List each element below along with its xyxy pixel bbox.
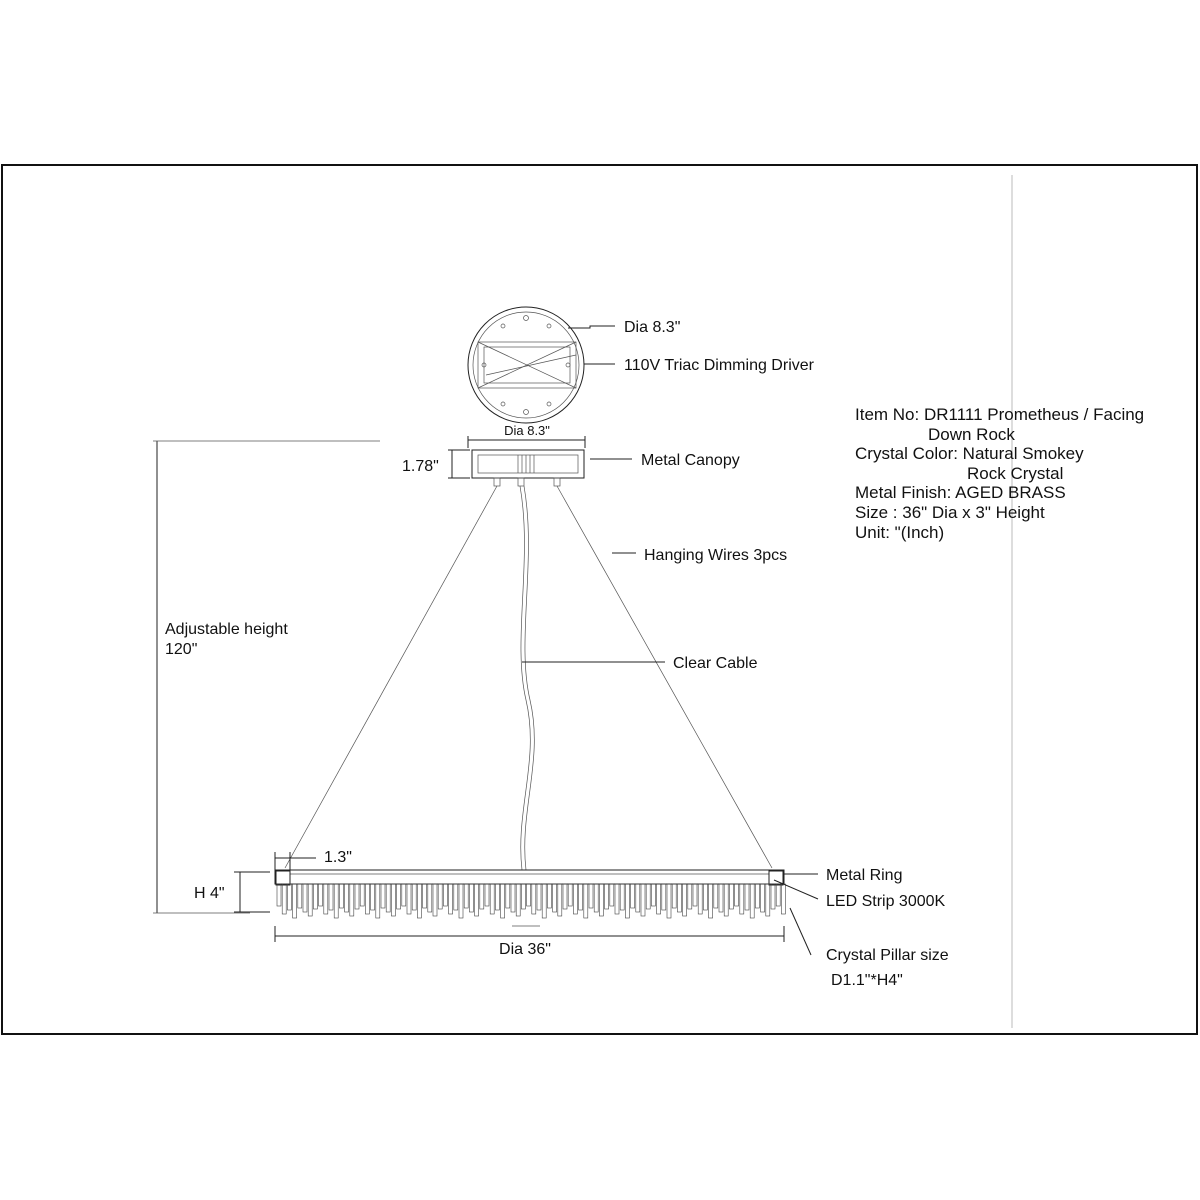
crystal-pillar: [407, 884, 411, 914]
spec-crystal-color-cont: Rock Crystal: [967, 464, 1064, 483]
crystal-pillar: [662, 884, 666, 910]
crystal-pillar: [615, 884, 619, 914]
crystal-pillar: [417, 884, 421, 918]
crystal-pillar: [464, 884, 468, 908]
crystal-pillar: [620, 884, 624, 910]
diameter-label: Dia 36": [499, 941, 551, 958]
crystal-pillar: [334, 884, 338, 918]
crystal-pillar: [516, 884, 520, 916]
crystal-pillar: [657, 884, 661, 914]
crystal-pillar: [313, 884, 317, 909]
crystal-pillar: [480, 884, 484, 909]
crystal-pillar: [631, 884, 635, 908]
crystal-pillar: [511, 884, 515, 912]
crystal-pillar: [714, 884, 718, 908]
crystal-pillar: [308, 884, 312, 916]
canopy-height-label: 1.78": [402, 458, 439, 475]
driver-screw-hole: [566, 363, 570, 367]
crystal-pillar: [360, 884, 364, 906]
led-strip-label: LED Strip 3000K: [826, 893, 946, 910]
driver-screw-hole: [547, 324, 551, 328]
metal-canopy: [472, 450, 584, 486]
crystal-pillar: [423, 884, 427, 908]
crystal-pillar: [740, 884, 744, 914]
hanging-wire-left: [285, 486, 497, 868]
canopy-label: Metal Canopy: [641, 452, 740, 469]
crystal-pillar: [355, 884, 359, 909]
crystal-pillar: [412, 884, 416, 910]
crystal-pillar: [506, 884, 510, 908]
hanging-wires-label: Hanging Wires 3pcs: [644, 547, 788, 564]
crystal-pillar: [527, 884, 531, 906]
metal-ring-end-cap: [276, 871, 290, 885]
crystal-pillar: [766, 884, 770, 916]
crystal-pillar: [537, 884, 541, 910]
crystal-pillar: [553, 884, 557, 912]
crystal-pillar: [558, 884, 562, 916]
crystal-pillar: [584, 884, 588, 918]
canopy-cable-holder: [554, 478, 560, 486]
crystal-pillar: [688, 884, 692, 909]
crystal-pillar: [667, 884, 671, 918]
crystal-pillar: [365, 884, 369, 914]
crystal-pillar: [490, 884, 494, 914]
crystal-pillar: [350, 884, 354, 916]
crystal-pillar: [563, 884, 567, 909]
crystal-pillar: [454, 884, 458, 910]
crystal-pillar: [282, 884, 286, 914]
spec-item-number: Item No: DR1111 Prometheus / Facing: [855, 405, 1145, 424]
canopy-cable-holder: [494, 478, 500, 486]
canopy-cable-holder: [518, 478, 524, 486]
crystal-pillar-leader: [790, 908, 811, 955]
crystal-pillar: [433, 884, 437, 916]
crystal-pillar: [495, 884, 499, 910]
crystal-pillar: [329, 884, 333, 910]
crystal-pillar: [579, 884, 583, 910]
hanging-wire-right: [557, 486, 772, 868]
crystal-pillar: [651, 884, 655, 906]
crystal-pillar: [745, 884, 749, 910]
crystal-pillar: [719, 884, 723, 912]
crystal-pillar: [672, 884, 676, 908]
crystal-pillar: [750, 884, 754, 918]
crystal-pillar: [542, 884, 546, 918]
crystal-pillar: [391, 884, 395, 916]
crystal-pillar: [724, 884, 728, 916]
crystal-pillar: [776, 884, 780, 906]
spec-metal-finish: Metal Finish: AGED BRASS: [855, 483, 1066, 502]
crystal-pillar: [485, 884, 489, 906]
crystal-pillar: [324, 884, 328, 914]
metal-ring-body: [275, 870, 784, 884]
spec-crystal-color: Crystal Color: Natural Smokey: [855, 444, 1084, 463]
crystal-pillar: [594, 884, 598, 912]
driver-dia-label: Dia 8.3": [624, 319, 681, 336]
crystal-pillar: [339, 884, 343, 908]
crystal-pillar: [532, 884, 536, 914]
crystal-pillar: [386, 884, 390, 912]
led-strip-leader: [774, 880, 818, 899]
crystal-pillar: [677, 884, 681, 912]
crystal-pillar-label: Crystal Pillar size: [826, 947, 949, 964]
clear-cable-label: Clear Cable: [673, 655, 758, 672]
crystal-pillar: [641, 884, 645, 916]
crystal-pillar: [698, 884, 702, 914]
crystal-pillar: [703, 884, 707, 910]
crystal-pillar: [293, 884, 297, 918]
crystal-pillar: [438, 884, 442, 909]
spec-size: Size : 36" Dia x 3" Height: [855, 503, 1045, 522]
driver-outer-circle: [468, 307, 584, 423]
crystal-pillar: [610, 884, 614, 906]
canopy-dia-label: Dia 8.3": [504, 423, 550, 438]
crystal-pillar: [459, 884, 463, 918]
crystal-pillar: [646, 884, 650, 909]
crystal-pillar: [319, 884, 323, 906]
crystal-pillar: [469, 884, 473, 912]
ring-width-label: 1.3": [324, 849, 352, 866]
crystal-pillar: [298, 884, 302, 908]
spec-unit: Unit: "(Inch): [855, 523, 945, 542]
crystal-pillar: [475, 884, 479, 916]
canopy-body: [472, 450, 584, 478]
crystal-pillar: [729, 884, 733, 909]
crystal-pillar: [781, 884, 785, 914]
driver-inner-circle: [473, 312, 579, 418]
crystal-pillar: [636, 884, 640, 912]
crystal-pillar: [709, 884, 713, 918]
crystal-pillar: [599, 884, 603, 916]
crystal-pillar: [428, 884, 432, 912]
crystal-pillar: [397, 884, 401, 909]
crystal-pillar: [625, 884, 629, 918]
crystal-pillar: [761, 884, 765, 912]
crystal-pillar: [735, 884, 739, 906]
crystal-pillar: [568, 884, 572, 906]
crystal-pillar: [345, 884, 349, 912]
crystal-pillar: [371, 884, 375, 910]
crystal-pillar: [501, 884, 505, 918]
crystal-pillars: [277, 884, 785, 918]
adjustable-height-value: 120": [165, 641, 198, 658]
driver-screw-hole: [547, 402, 551, 406]
driver-screw-hole: [524, 410, 529, 415]
crystal-pillar-size: D1.1"*H4": [831, 972, 903, 989]
driver-screw-hole: [501, 324, 505, 328]
crystal-pillar: [771, 884, 775, 909]
driver-screw-hole: [501, 402, 505, 406]
crystal-pillar: [287, 884, 291, 910]
driver-label: 110V Triac Dimming Driver: [624, 357, 814, 374]
driver-top-view: [468, 307, 584, 423]
driver-dia-leader: [568, 326, 615, 328]
driver-screw-hole: [524, 316, 529, 321]
canopy-inner-band: [478, 455, 578, 473]
crystal-pillar: [449, 884, 453, 914]
crystal-pillar: [521, 884, 525, 909]
crystal-pillar: [402, 884, 406, 906]
crystal-pillar: [443, 884, 447, 906]
clear-cable: [524, 486, 534, 870]
crystal-pillar: [605, 884, 609, 909]
crystal-pillar: [303, 884, 307, 912]
metal-ring: [275, 870, 784, 885]
crystal-pillar: [693, 884, 697, 906]
crystal-pillar: [589, 884, 593, 908]
crystal-pillar: [755, 884, 759, 908]
spec-item-number-cont: Down Rock: [928, 425, 1015, 444]
crystal-pillar: [376, 884, 380, 918]
height-label: H 4": [194, 885, 225, 902]
crystal-pillar: [573, 884, 577, 914]
spec-block: [855, 405, 1144, 542]
crystal-pillar: [381, 884, 385, 908]
crystal-pillar: [277, 884, 281, 906]
metal-ring-label: Metal Ring: [826, 867, 903, 884]
driver-dia-line: [486, 355, 576, 375]
crystal-pillar: [547, 884, 551, 908]
adjustable-height-label: Adjustable height: [165, 621, 288, 638]
crystal-pillar: [683, 884, 687, 916]
